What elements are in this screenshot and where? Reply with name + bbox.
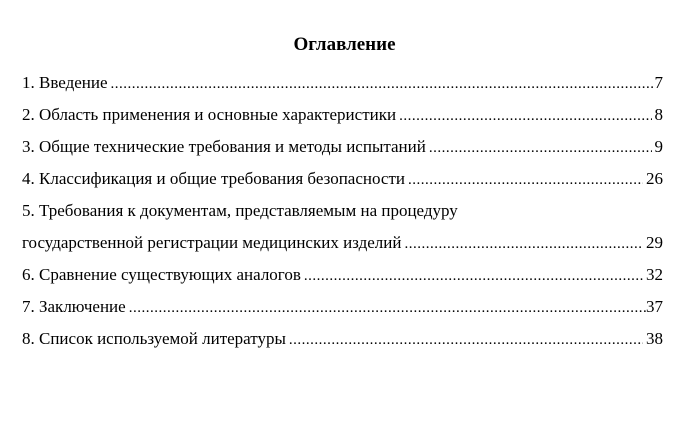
toc-entry-text-line1: 5. Требования к документам, представляемым на процедуру bbox=[22, 201, 458, 220]
dot-leader bbox=[399, 100, 651, 132]
toc-title: Оглавление bbox=[293, 34, 396, 55]
toc-entry-5 bbox=[22, 195, 663, 259]
toc-entry-text: 2. Область применения и основные характеристики bbox=[22, 105, 397, 124]
toc-entry-8 bbox=[22, 323, 663, 355]
toc-entry-1 bbox=[22, 67, 663, 99]
toc-entry-text: государственной регистрации медицинских изделий bbox=[22, 233, 402, 252]
toc-entry-2 bbox=[22, 99, 663, 131]
toc-entry-text: 1. Введение bbox=[22, 73, 108, 92]
dot-leader bbox=[111, 68, 655, 100]
toc-entry-text: 7. Заключение bbox=[22, 297, 126, 316]
toc-entry-7 bbox=[22, 291, 663, 323]
dot-leader bbox=[404, 228, 643, 260]
toc-entry-page: 26 bbox=[646, 169, 663, 188]
toc-entry-3 bbox=[22, 131, 663, 163]
dot-leader bbox=[429, 132, 652, 164]
toc-entry-page: 8 bbox=[654, 105, 663, 124]
dot-leader bbox=[408, 164, 643, 196]
toc-entry-text: 6. Сравнение существующих аналогов bbox=[22, 265, 301, 284]
table-of-contents bbox=[22, 67, 663, 355]
toc-entry-text: 8. Список используемой литературы bbox=[22, 329, 286, 348]
toc-entry-6 bbox=[22, 259, 663, 291]
toc-entry-page: 38 bbox=[646, 329, 663, 348]
toc-entry-4 bbox=[22, 163, 663, 195]
toc-entry-page: 29 bbox=[646, 233, 663, 252]
dot-leader bbox=[129, 292, 646, 324]
toc-entry-text: 4. Классификация и общие требования безопасности bbox=[22, 169, 405, 188]
dot-leader bbox=[289, 324, 643, 356]
toc-entry-page: 7 bbox=[654, 73, 663, 92]
toc-entry-page: 32 bbox=[646, 265, 663, 284]
toc-entry-text: 3. Общие технические требования и методы испытаний bbox=[22, 137, 426, 156]
toc-entry-page: 37 bbox=[646, 297, 663, 316]
toc-entry-page: 9 bbox=[654, 137, 663, 156]
dot-leader bbox=[304, 260, 643, 292]
